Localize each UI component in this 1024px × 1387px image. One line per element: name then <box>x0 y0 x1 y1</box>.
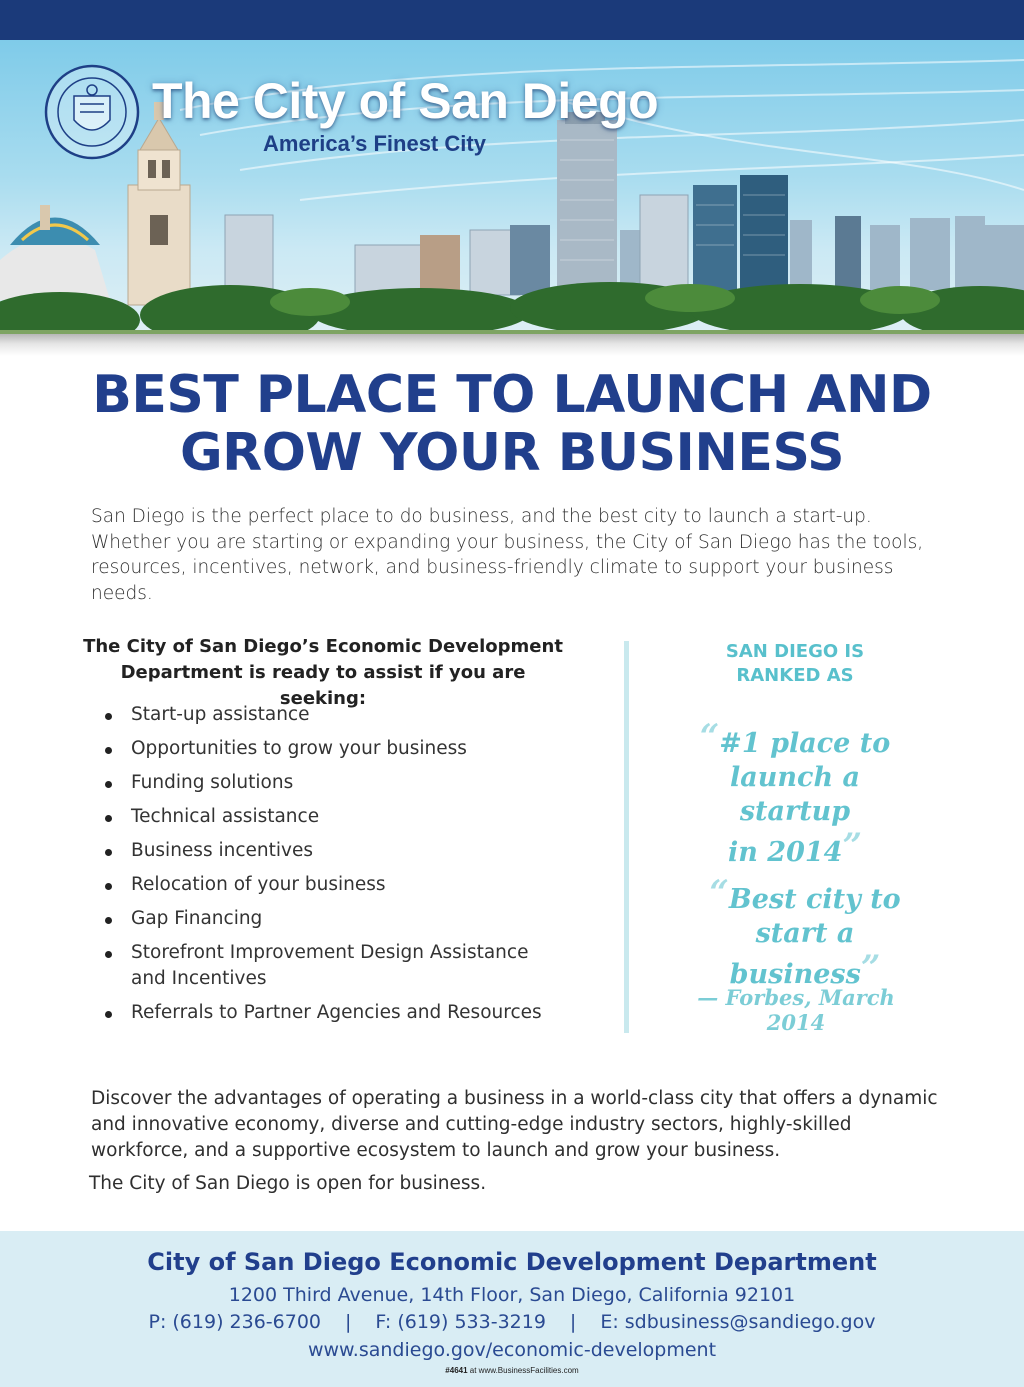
list-item <box>105 770 575 796</box>
bullet-icon <box>105 883 112 890</box>
ranked-heading-line-1: SAN DIEGO IS <box>725 641 865 662</box>
bullet-icon <box>105 713 112 720</box>
list-item <box>105 838 575 864</box>
services-list <box>105 702 575 1034</box>
footer-address: 1200 Third Avenue, 14th Floor, San Diego, California 92101 <box>228 1284 796 1306</box>
quote-line: launch a startup <box>730 762 860 827</box>
headline-line-1: BEST PLACE TO LAUNCH AND <box>92 365 932 425</box>
open-quote-mark: “ <box>699 717 720 757</box>
city-title: The City of San Diego <box>152 73 659 129</box>
city-seal-logo <box>44 64 140 160</box>
list-item-label: Relocation of your business <box>131 874 386 895</box>
list-item-label: Referrals to Partner Agencies and Resources <box>131 1002 542 1023</box>
list-item-label: Funding solutions <box>131 772 294 793</box>
email-link[interactable]: E: sdbusiness@sandiego.gov <box>600 1311 876 1333</box>
reference-source: at www.BusinessFacilities.com <box>469 1366 579 1375</box>
bullet-icon <box>105 781 112 788</box>
phone-number: P: (619) 236-6700 <box>148 1311 322 1333</box>
list-item <box>105 702 575 728</box>
list-item-label: Business incentives <box>131 840 313 861</box>
ranked-heading-line-2: RANKED AS <box>736 665 854 686</box>
quote-line: Best city to <box>728 884 901 915</box>
services-lead-line-1: The City of San Diego’s Economic Development <box>83 636 563 657</box>
services-lead-line-2: Department is ready to assist if you are seeking: <box>120 662 526 709</box>
footer-title: City of San Diego Economic Development Department <box>147 1248 877 1276</box>
fax-number: F: (619) 533-3219 <box>375 1311 546 1333</box>
city-tagline: America’s Finest City <box>263 131 486 156</box>
intro-paragraph: San Diego is the perfect place to do business, and the best city to launch a start-up. Whether you are starting or expanding your business, the City of San Diego has the tools, resources, incentives, network, and business-friendly climate to support your business needs. <box>91 506 924 604</box>
discover-paragraph: Discover the advantages of operating a business in a world-class city that offers a dynamic and innovative economy, diverse and cutting-edge industry sectors, highly-skilled workforce, and a supportive ecosystem to launch and grow your business. <box>91 1088 938 1161</box>
list-item <box>105 736 575 762</box>
list-item-label: Gap Financing <box>131 908 263 929</box>
bullet-icon <box>105 1011 112 1018</box>
website-link[interactable]: www.sandiego.gov/economic-development <box>307 1339 717 1361</box>
list-item-label: Opportunities to grow your business <box>131 738 467 759</box>
bullet-icon <box>105 849 112 856</box>
list-item <box>105 1000 575 1026</box>
open-for-business-statement: The City of San Diego is open for business. <box>89 1173 487 1194</box>
top-color-band <box>0 0 1024 40</box>
reference-code: #4641 <box>445 1366 468 1375</box>
ranking-quote-business <box>680 873 930 992</box>
city-banner <box>0 40 1024 340</box>
quote-line: start a business <box>729 918 861 990</box>
bullet-icon <box>105 951 112 958</box>
banner-shadow <box>0 334 1024 356</box>
list-item <box>105 804 575 830</box>
list-item-label: Start-up assistance <box>131 704 310 725</box>
ranking-quote-startup <box>675 717 915 870</box>
footer-contacts <box>0 1311 1024 1333</box>
list-item-label: Technical assistance <box>131 806 320 827</box>
quote-line: #1 place to <box>719 728 891 759</box>
services-lead <box>78 634 568 712</box>
bullet-icon <box>105 747 112 754</box>
close-quote-mark: ” <box>842 826 862 866</box>
reference-note <box>0 1366 1024 1375</box>
quote-line: in 2014 <box>728 837 843 868</box>
separator: | <box>345 1311 352 1333</box>
close-quote-mark: ” <box>860 948 881 988</box>
ranked-heading <box>690 640 900 688</box>
list-item <box>105 906 575 932</box>
list-item <box>105 872 575 898</box>
headline-line-2: GROW YOUR BUSINESS <box>179 423 845 483</box>
page-headline <box>0 366 1024 482</box>
quote-source: — Forbes, March 2014 <box>697 985 895 1035</box>
list-item <box>105 940 545 992</box>
open-quote-mark: “ <box>709 873 729 913</box>
bullet-icon <box>105 815 112 822</box>
column-divider <box>624 641 629 1033</box>
separator: | <box>569 1311 577 1333</box>
list-item-label: Storefront Improvement Design Assistance and Incentives <box>131 942 529 989</box>
bullet-icon <box>105 917 112 924</box>
